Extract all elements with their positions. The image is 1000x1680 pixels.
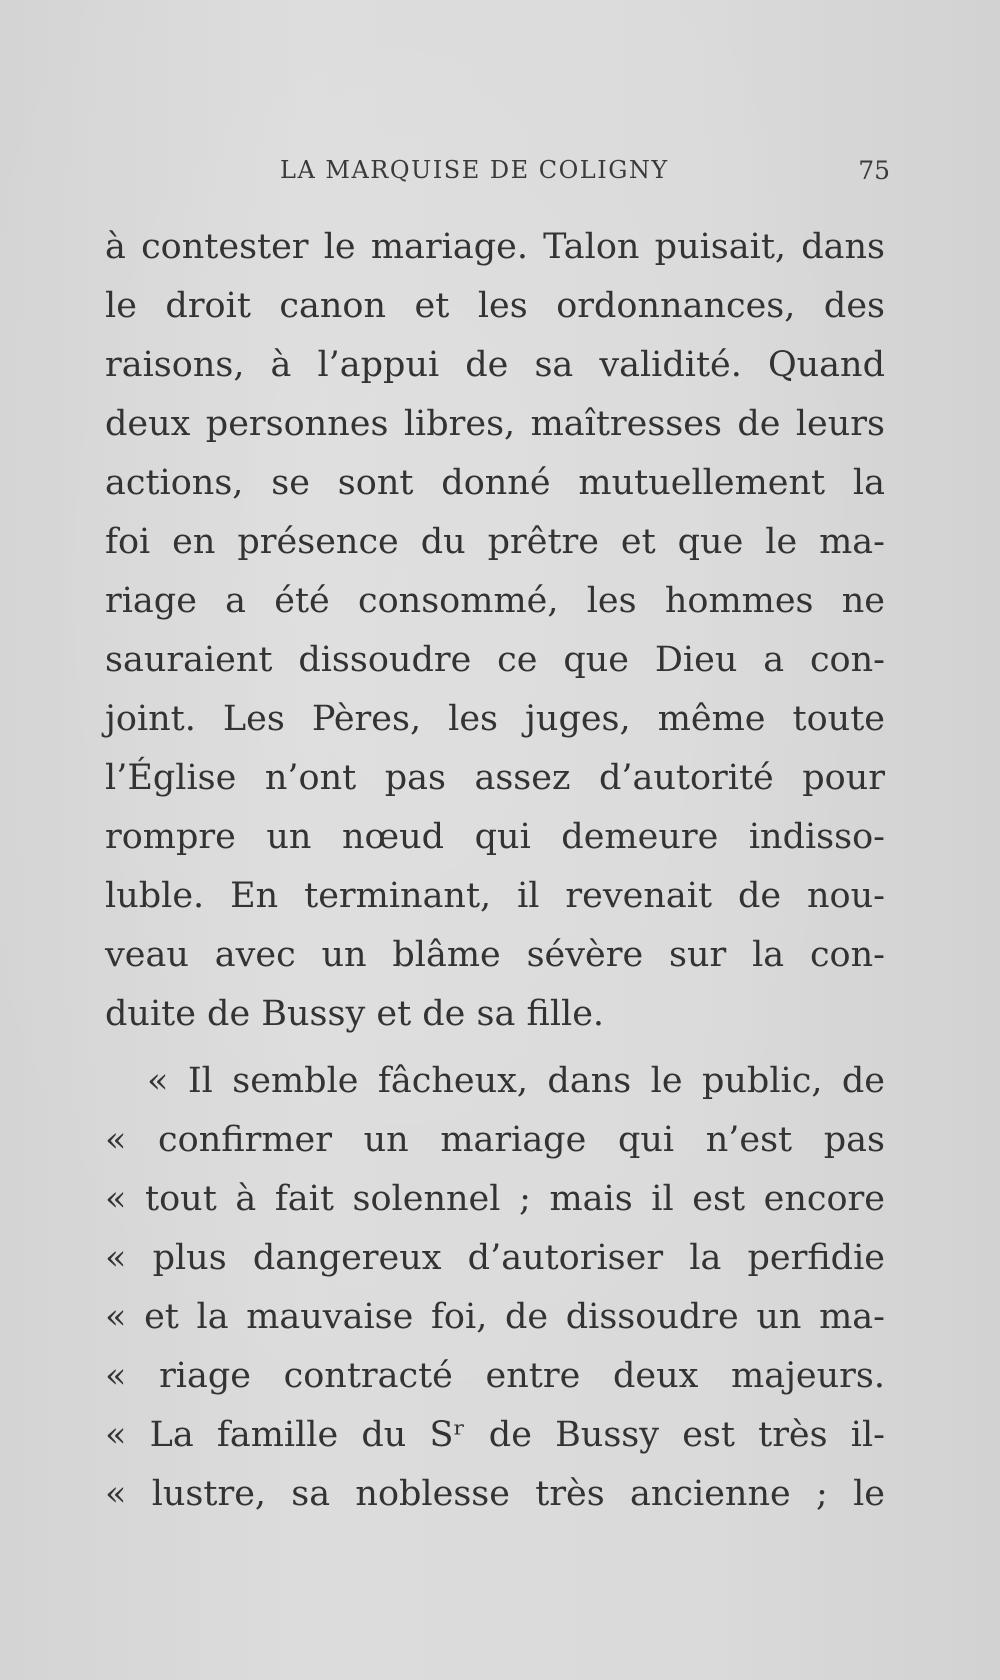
text-line: luble. En terminant, il revenait de nou- — [105, 876, 885, 916]
quote-line: « riage contracté entre deux majeurs. — [105, 1356, 885, 1396]
running-header — [280, 150, 890, 190]
text-line: foi en présence du prêtre et que le ma- — [105, 522, 885, 562]
text-line: deux personnes libres, maîtresses de leurs — [105, 404, 885, 444]
text-line: joint. Les Pères, les juges, même toute — [105, 699, 885, 739]
quote-line: « confirmer un mariage qui n’est pas — [105, 1120, 885, 1160]
paragraph-1 — [105, 218, 885, 1044]
quote-line: « et la mauvaise foi, de dissoudre un ma- — [105, 1297, 885, 1337]
text-line: duite de Bussy et de sa fille. — [105, 994, 605, 1034]
text-line: actions, se sont donné mutuellement la — [105, 463, 885, 503]
quote-line: « La famille du Sʳ de Bussy est très il- — [105, 1415, 885, 1455]
running-title: LA MARQUISE DE COLIGNY — [280, 156, 669, 184]
text-line: le droit canon et les ordonnances, des — [105, 286, 885, 326]
body-text — [105, 218, 885, 1524]
text-line: riage a été consommé, les hommes ne — [105, 581, 885, 621]
quote-line: « Il semble fâcheux, dans le public, de — [147, 1061, 885, 1101]
text-line: l’Église n’ont pas assez d’autorité pour — [105, 758, 885, 798]
text-line: rompre un nœud qui demeure indisso- — [105, 817, 885, 857]
text-line: sauraient dissoudre ce que Dieu a con- — [105, 640, 885, 680]
text-line: veau avec un blâme sévère sur la con- — [105, 935, 885, 975]
quote-line: « lustre, sa noblesse très ancienne ; le — [105, 1474, 885, 1514]
paragraph-gap — [105, 1044, 885, 1052]
text-line: à contester le mariage. Talon puisait, dans — [105, 227, 885, 267]
quote-line: « tout à fait solennel ; mais il est encore — [105, 1179, 885, 1219]
text-line: raisons, à l’appui de sa validité. Quand — [105, 345, 885, 385]
paragraph-2-quotation — [105, 1052, 885, 1524]
page-number: 75 — [858, 155, 890, 185]
quote-line: « plus dangereux d’autoriser la perfidie — [105, 1238, 885, 1278]
